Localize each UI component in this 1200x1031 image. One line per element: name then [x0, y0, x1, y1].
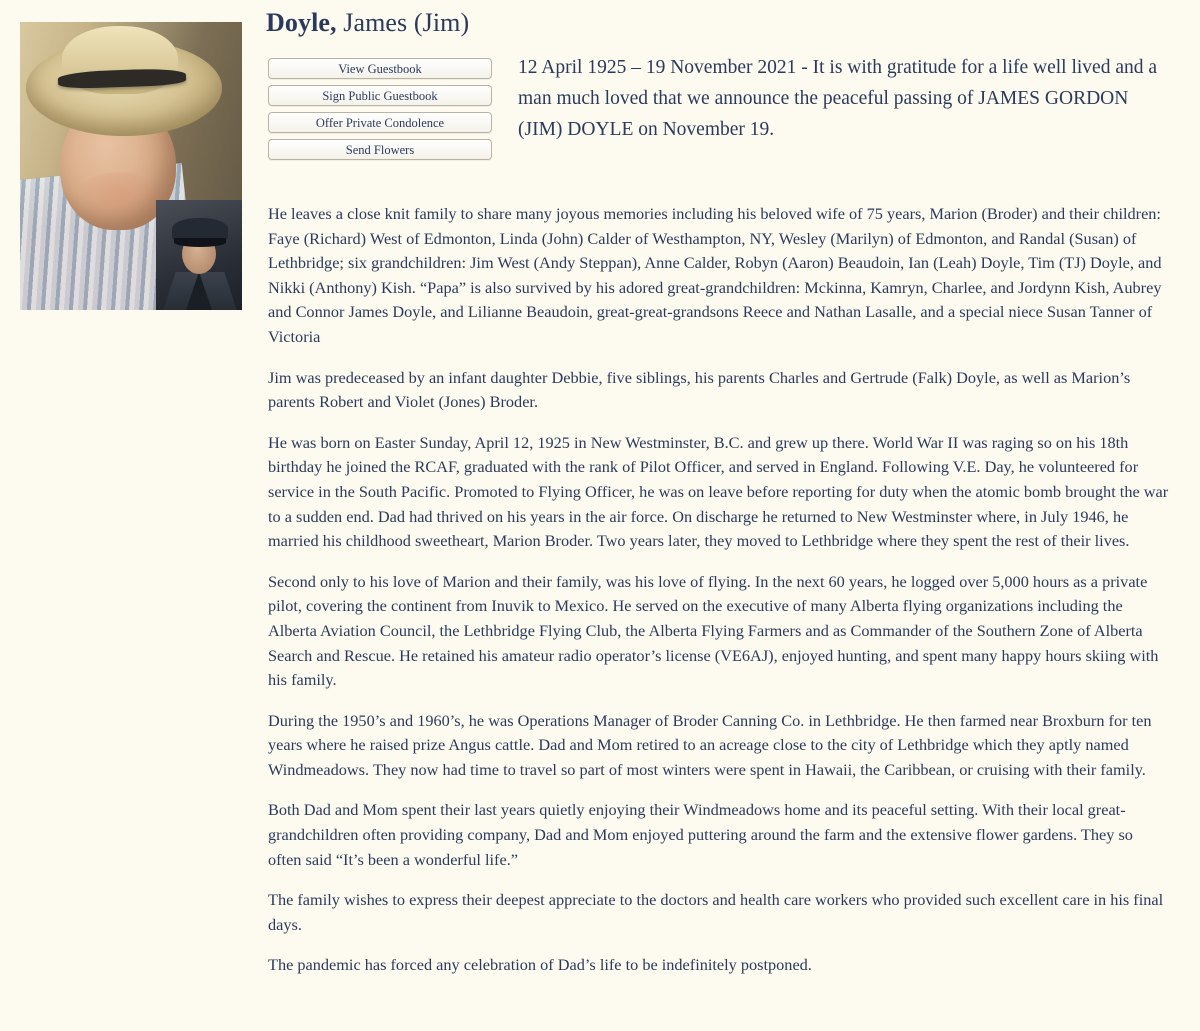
view-guestbook-button[interactable]: View Guestbook: [268, 58, 492, 79]
obituary-paragraph: Both Dad and Mom spent their last years quietly enjoying their Windmeadows home and its peaceful setting. With their local great-grandchildren often providing company, Dad and Mom enjoyed puttering around the farm and the extensive flower gardens. They so often said “It’s been a wonderful life.”: [268, 800, 1133, 869]
sign-public-guestbook-button[interactable]: Sign Public Guestbook: [268, 85, 492, 106]
given-names: James (Jim): [336, 8, 470, 37]
obituary-paragraph: He was born on Easter Sunday, April 12, 1925 in New Westminster, B.C. and grew up there. World War II was raging so on his 18th birthday he joined the RCAF, graduated with the rank of Pilot Officer, and served in England. Following V.E. Day, he volunteered for service in the South Pacific. Promoted to Flying Officer, he was on leave before reporting for duty when the atomic bomb brought the war to a sudden end. Dad had thrived on his years in the air force. On discharge he returned to New Westminster where, in July 1946, he married his childhood sweetheart, Marion Broder. Two years later, they moved to Lethbridge where they spent the rest of their lives.: [268, 432, 1169, 551]
send-flowers-button[interactable]: Send Flowers: [268, 139, 492, 160]
offer-private-condolence-button[interactable]: Offer Private Condolence: [268, 112, 492, 133]
obituary-paragraph: Second only to his love of Marion and their family, was his love of flying. In the next 60 years, he logged over 5,000 hours as a private pilot, covering the continent from Inuvik to Mexico. He served on the executive of many Alberta flying organizations including the Alberta Aviation Council, the Lethbridge Flying Club, the Alberta Flying Farmers and as Commander of the Southern Zone of Alberta Search and Rescue. He retained his amateur radio operator’s license (VE6AJ), enjoyed hunting, and spent many happy hours skiing with his family.: [268, 571, 1159, 690]
obituary-lede: 12 April 1925 – 19 November 2021 - It is with gratitude for a life well lived and a man much loved that we announce the peaceful passing of JAMES GORDON (JIM) DOYLE on November 19.: [518, 57, 1158, 140]
obituary-paragraph: During the 1950’s and 1960’s, he was Operations Manager of Broder Canning Co. in Lethbridge. He then farmed near Broxburn for ten years where he raised prize Angus cattle. Dad and Mom retired to an acreage close to the city of Lethbridge which they aptly named Windmeadows. They now had time to travel so part of most winters were spent in Hawaii, the Caribbean, or cruising with their family.: [268, 710, 1152, 779]
photo-cheek-highlight: [76, 172, 160, 224]
obituary-paragraph: The family wishes to express their deepest appreciate to the doctors and health care workers who provided such excellent care in his final days.: [268, 890, 1164, 934]
surname: Doyle,: [266, 8, 337, 37]
action-buttons: [268, 58, 492, 166]
portrait-column: [20, 22, 242, 310]
obituary-paragraph: He leaves a close knit family to share many joyous memories including his beloved wife of 75 years, Marion (Broder) and their children: Faye (Richard) West of Edmonton, Linda (John) Calder of Westhampton, NY, Wesley (Marilyn) of Edmonton, and Randal (Susan) of Lethbridge; six grandchildren: Jim West (Andy Steppan), Anne Calder, Robyn (Aaron) Beaudoin, Ian (Leah) Doyle, Tim (TJ) Doyle, and Nikki (Anthony) Kish. “Papa” is also survived by his adored great-grandchildren: Mckinna, Kamryn, Charlee, and Jordynn Kish, Aubrey and Connor James Doyle, and Lilianne Beaudoin, great-great-grandsons Reece and Nathan Lasalle, and a special niece Susan Tanner of Victoria: [268, 204, 1162, 346]
obituary-body: [268, 202, 1170, 994]
obituary-paragraph: Jim was predeceased by an infant daughter Debbie, five siblings, his parents Charles and Gertrude (Falk) Doyle, as well as Marion’s parents Robert and Violet (Jones) Broder.: [268, 367, 1131, 412]
inset-cap-peak: [174, 238, 226, 247]
main-portrait-photo: [20, 22, 242, 310]
obituary-paragraph: The pandemic has forced any celebration of Dad’s life to be indefinitely postponed.: [268, 955, 812, 975]
page-title: [266, 8, 469, 38]
inset-uniform-photo: [156, 200, 242, 310]
